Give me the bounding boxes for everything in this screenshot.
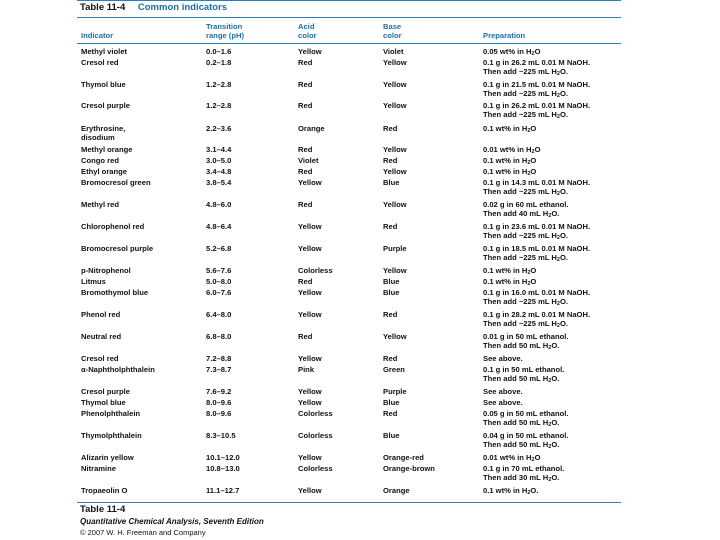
indicator-cell: Bromocresol purple xyxy=(81,244,154,253)
range-cell: 8.3–10.5 xyxy=(206,431,236,440)
header-prep: Preparation xyxy=(483,31,526,40)
acid-color-cell: Red xyxy=(298,332,313,341)
indicator-cell: Litmus xyxy=(81,277,106,286)
base-color-cell: Yellow xyxy=(383,167,407,176)
preparation-cell: 0.1 g in 28.2 mL 0.01 M NaOH. Then add ~225 mL H2O. xyxy=(483,310,591,330)
indicator-cell: p-Nitrophenol xyxy=(81,266,131,275)
preparation-cell: 0.01 g in 50 mL ethanol. Then add 50 mL H2O. xyxy=(483,332,569,352)
footer-rule xyxy=(77,502,621,503)
acid-color-cell: Pink xyxy=(298,365,315,374)
acid-color-cell: Yellow xyxy=(298,486,322,495)
indicator-cell: Thymolphthalein xyxy=(81,431,142,440)
range-cell: 11.1–12.7 xyxy=(206,486,240,495)
acid-color-cell: Yellow xyxy=(298,47,322,56)
header-rule xyxy=(77,43,621,44)
base-color-cell: Red xyxy=(383,310,398,319)
acid-color-cell: Colorless xyxy=(298,409,333,418)
indicator-cell: Thymol blue xyxy=(81,398,126,407)
range-cell: 6.4–8.0 xyxy=(206,310,232,319)
preparation-cell: 0.1 wt% in H2O xyxy=(483,124,537,134)
indicator-cell: Bromothymol blue xyxy=(81,288,149,297)
indicator-cell: Methyl red xyxy=(81,200,119,209)
indicator-cell: Cresol red xyxy=(81,58,119,67)
range-cell: 7.6–9.2 xyxy=(206,387,232,396)
preparation-cell: 0.1 wt% in H2O xyxy=(483,156,537,166)
preparation-cell: 0.01 wt% in H2O xyxy=(483,145,541,155)
base-color-cell: Purple xyxy=(383,387,407,396)
header-range: Transition range (pH) xyxy=(206,22,244,40)
preparation-cell: 0.1 g in 26.2 mL 0.01 M NaOH. Then add ~225 mL H2O. xyxy=(483,101,591,121)
range-cell: 10.8–13.0 xyxy=(206,464,240,473)
footer-copyright: © 2007 W. H. Freeman and Company xyxy=(80,528,206,537)
base-color-cell: Orange xyxy=(383,486,410,495)
range-cell: 3.1–4.4 xyxy=(206,145,232,154)
acid-color-cell: Red xyxy=(298,167,313,176)
preparation-cell: 0.05 wt% in H2O xyxy=(483,47,541,57)
range-cell: 4.8–6.0 xyxy=(206,200,232,209)
range-cell: 2.2–3.6 xyxy=(206,124,232,133)
acid-color-cell: Yellow xyxy=(298,222,322,231)
range-cell: 6.0–7.6 xyxy=(206,288,232,297)
preparation-cell: 0.1 wt% in H2O xyxy=(483,167,537,177)
indicator-cell: Chlorophenol red xyxy=(81,222,145,231)
acid-color-cell: Violet xyxy=(298,156,319,165)
title-rule xyxy=(77,17,621,18)
range-cell: 0.2–1.8 xyxy=(206,58,232,67)
range-cell: 8.0–9.6 xyxy=(206,398,232,407)
indicator-cell: Phenol red xyxy=(81,310,121,319)
range-cell: 7.2–8.8 xyxy=(206,354,232,363)
base-color-cell: Red xyxy=(383,124,398,133)
base-color-cell: Yellow xyxy=(383,266,407,275)
acid-color-cell: Yellow xyxy=(298,354,322,363)
header-base: Base color xyxy=(383,22,402,40)
acid-color-cell: Red xyxy=(298,277,313,286)
base-color-cell: Blue xyxy=(383,178,400,187)
acid-color-cell: Red xyxy=(298,58,313,67)
indicator-cell: Phenolphthalein xyxy=(81,409,141,418)
base-color-cell: Yellow xyxy=(383,332,407,341)
indicator-cell: Neutral red xyxy=(81,332,122,341)
preparation-cell: See above. xyxy=(483,387,523,396)
base-color-cell: Yellow xyxy=(383,80,407,89)
acid-color-cell: Red xyxy=(298,80,313,89)
base-color-cell: Blue xyxy=(383,277,400,286)
indicator-cell: Thymol blue xyxy=(81,80,126,89)
indicator-cell: Erythrosine, disodium xyxy=(81,124,126,143)
range-cell: 0.0–1.6 xyxy=(206,47,232,56)
table-number: Table 11-4 xyxy=(80,2,126,13)
acid-color-cell: Orange xyxy=(298,124,325,133)
range-cell: 3.0–5.0 xyxy=(206,156,232,165)
preparation-cell: 0.1 g in 23.6 mL 0.01 M NaOH. Then add ~225 mL H2O. xyxy=(483,222,591,242)
base-color-cell: Orange-red xyxy=(383,453,424,462)
preparation-cell: See above. xyxy=(483,398,523,407)
base-color-cell: Blue xyxy=(383,398,400,407)
footer-label: Table 11-4 xyxy=(80,504,126,515)
preparation-cell: 0.1 g in 21.5 mL 0.01 M NaOH. Then add ~225 mL H2O. xyxy=(483,80,591,100)
base-color-cell: Yellow xyxy=(383,101,407,110)
base-color-cell: Red xyxy=(383,222,398,231)
footer-book: Quantitative Chemical Analysis, Seventh Edition xyxy=(80,517,264,526)
indicator-cell: Cresol purple xyxy=(81,101,130,110)
base-color-cell: Yellow xyxy=(383,58,407,67)
preparation-cell: 0.1 g in 14.3 mL 0.01 M NaOH. Then add ~225 mL H2O. xyxy=(483,178,591,198)
range-cell: 3.8–5.4 xyxy=(206,178,232,187)
indicator-cell: Ethyl orange xyxy=(81,167,127,176)
indicator-cell: Bromocresol green xyxy=(81,178,151,187)
acid-color-cell: Red xyxy=(298,145,313,154)
range-cell: 10.1–12.0 xyxy=(206,453,240,462)
range-cell: 7.3–8.7 xyxy=(206,365,232,374)
acid-color-cell: Yellow xyxy=(298,453,322,462)
acid-color-cell: Yellow xyxy=(298,310,322,319)
preparation-cell: 0.05 g in 50 mL ethanol. Then add 50 mL H2O. xyxy=(483,409,569,429)
preparation-cell: 0.1 wt% in H2O xyxy=(483,266,537,276)
indicator-cell: Congo red xyxy=(81,156,119,165)
table-title xyxy=(80,2,227,13)
top-rule xyxy=(77,0,621,1)
base-color-cell: Purple xyxy=(383,244,407,253)
header-acid: Acid color xyxy=(298,22,317,40)
acid-color-cell: Colorless xyxy=(298,431,333,440)
indicator-cell: Methyl orange xyxy=(81,145,133,154)
base-color-cell: Orange-brown xyxy=(383,464,435,473)
range-cell: 6.8–8.0 xyxy=(206,332,232,341)
indicator-cell: α-Naphtholphthalein xyxy=(81,365,155,374)
indicator-cell: Methyl violet xyxy=(81,47,127,56)
range-cell: 1.2–2.8 xyxy=(206,101,232,110)
base-color-cell: Yellow xyxy=(383,145,407,154)
indicator-cell: Tropaeolin O xyxy=(81,486,128,495)
range-cell: 4.8–6.4 xyxy=(206,222,232,231)
acid-color-cell: Yellow xyxy=(298,398,322,407)
preparation-cell: 0.04 g in 50 mL ethanol. Then add 50 mL H2O. xyxy=(483,431,569,451)
indicator-cell: Alizarin yellow xyxy=(81,453,134,462)
range-cell: 8.0–9.6 xyxy=(206,409,232,418)
range-cell: 5.2–6.8 xyxy=(206,244,232,253)
preparation-cell: 0.1 wt% in H2O xyxy=(483,277,537,287)
acid-color-cell: Colorless xyxy=(298,464,333,473)
acid-color-cell: Yellow xyxy=(298,178,322,187)
preparation-cell: 0.1 wt% in H2O. xyxy=(483,486,539,496)
indicator-cell: Nitramine xyxy=(81,464,117,473)
base-color-cell: Yellow xyxy=(383,200,407,209)
base-color-cell: Blue xyxy=(383,288,400,297)
range-cell: 5.6–7.6 xyxy=(206,266,232,275)
base-color-cell: Red xyxy=(383,409,398,418)
base-color-cell: Green xyxy=(383,365,405,374)
base-color-cell: Blue xyxy=(383,431,400,440)
base-color-cell: Violet xyxy=(383,47,404,56)
header-indicator: Indicator xyxy=(81,31,114,40)
preparation-cell: 0.1 g in 70 mL ethanol. Then add 30 mL H2O. xyxy=(483,464,565,484)
range-cell: 3.4–4.8 xyxy=(206,167,232,176)
preparation-cell: 0.1 g in 16.0 mL 0.01 M NaOH. Then add ~225 mL H2O. xyxy=(483,288,591,308)
acid-color-cell: Red xyxy=(298,101,313,110)
range-cell: 1.2–2.8 xyxy=(206,80,232,89)
preparation-cell: 0.02 g in 60 mL ethanol. Then add 40 mL H2O. xyxy=(483,200,569,220)
acid-color-cell: Yellow xyxy=(298,288,322,297)
table-name: Common indicators xyxy=(137,2,228,13)
preparation-cell: 0.1 g in 18.5 mL 0.01 M NaOH. Then add ~225 mL H2O. xyxy=(483,244,591,264)
acid-color-cell: Yellow xyxy=(298,244,322,253)
indicator-cell: Cresol purple xyxy=(81,387,130,396)
base-color-cell: Red xyxy=(383,354,398,363)
preparation-cell: 0.1 g in 50 mL ethanol. Then add 50 mL H2O. xyxy=(483,365,565,385)
acid-color-cell: Colorless xyxy=(298,266,333,275)
preparation-cell: 0.01 wt% in H2O xyxy=(483,453,541,463)
indicator-cell: Cresol red xyxy=(81,354,119,363)
preparation-cell: 0.1 g in 26.2 mL 0.01 M NaOH. Then add ~225 mL H2O. xyxy=(483,58,591,78)
preparation-cell: See above. xyxy=(483,354,523,363)
base-color-cell: Red xyxy=(383,156,398,165)
acid-color-cell: Red xyxy=(298,200,313,209)
acid-color-cell: Yellow xyxy=(298,387,322,396)
range-cell: 5.0–8.0 xyxy=(206,277,232,286)
